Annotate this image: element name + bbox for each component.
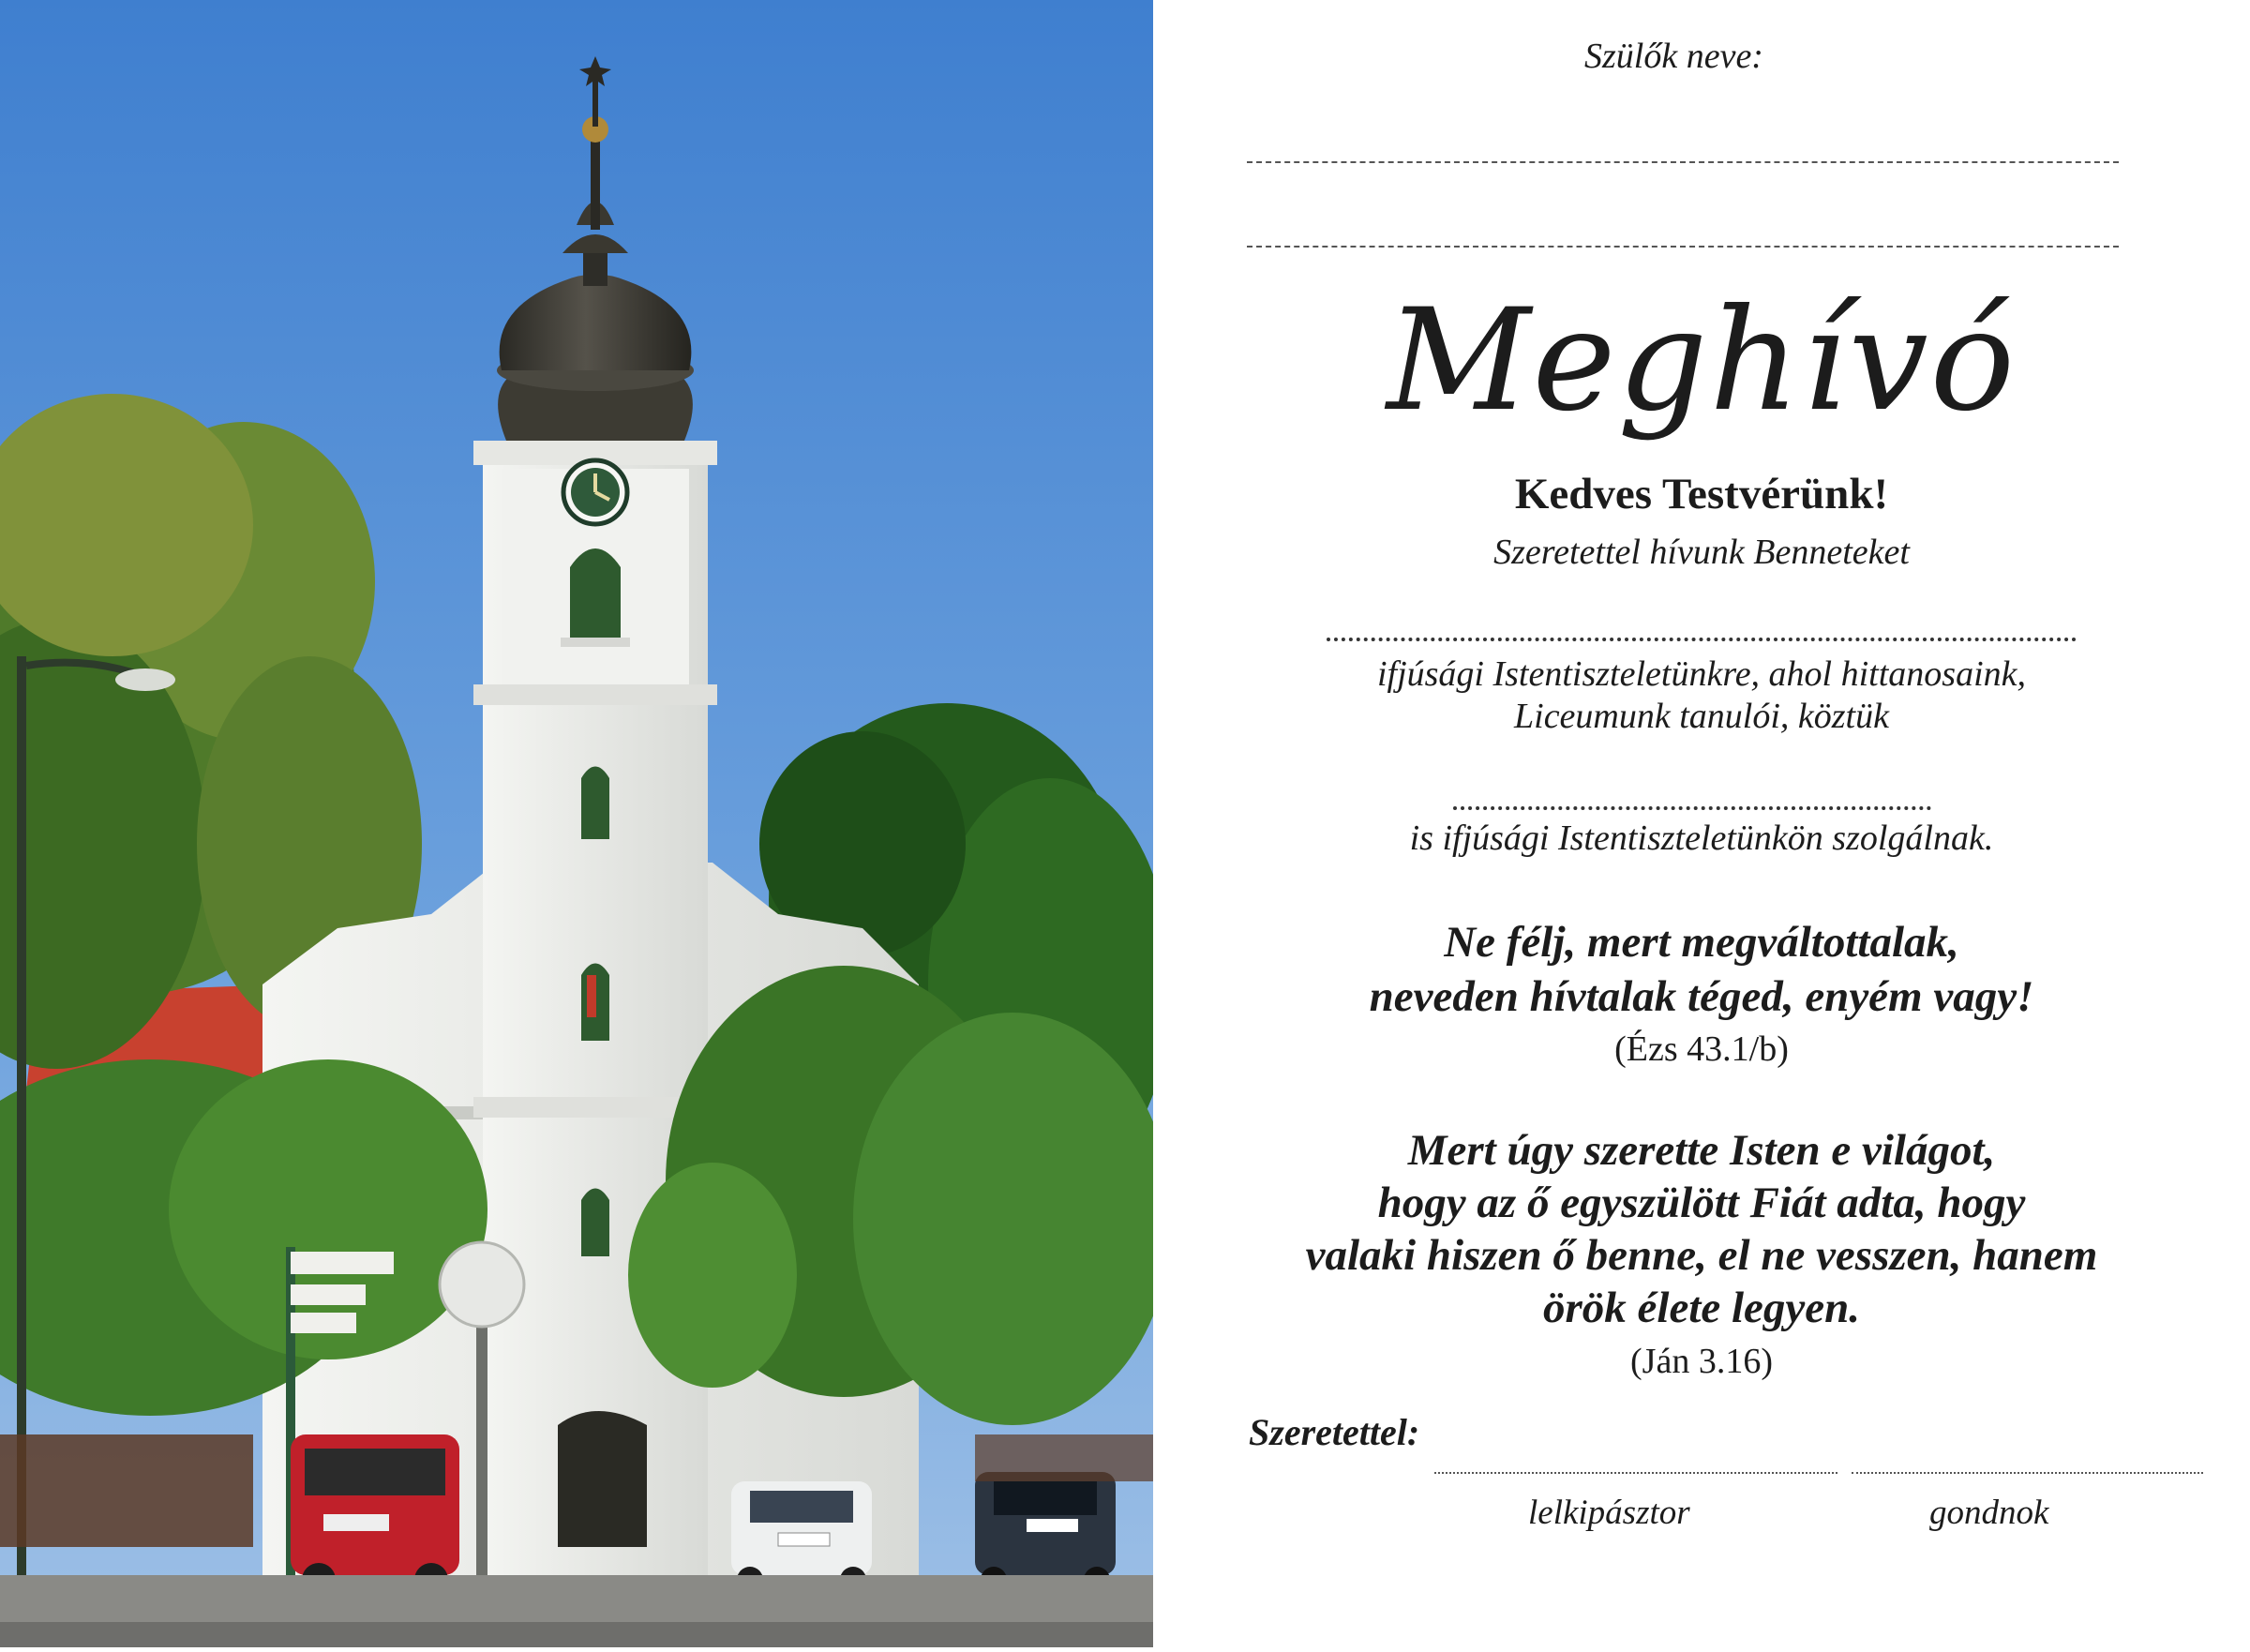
verse-2-line-2: hogy az ő egyszülött Fiát adta, hogy — [1377, 1179, 2026, 1227]
body-line-1: ifjúsági Istentiszteletünkre, ahol hittanosaink, — [1376, 654, 2027, 694]
verse-1-line-2: neveden hívtalak téged, enyém vagy! — [1369, 972, 2034, 1021]
invitation-card — [1153, 0, 2250, 1647]
greeting: Kedves Testvérünk! — [1514, 470, 1889, 518]
closing-label: Szeretettel: — [1249, 1411, 1420, 1453]
signature-line-warden[interactable] — [1852, 1472, 2203, 1474]
fill-in-line-1[interactable] — [1327, 638, 2077, 641]
parents-name-line-1[interactable] — [1247, 161, 2119, 163]
signature-label-warden: gondnok — [1929, 1494, 2049, 1532]
parents-name-label: Szülők neve: — [1584, 37, 1763, 76]
verse-1-line-1: Ne félj, mert megváltottalak, — [1444, 918, 1959, 967]
verse-2-line-3: valaki hiszen ő benne, el ne vesszen, hanem — [1305, 1231, 2098, 1280]
verse-2-line-4: örök élete legyen. — [1542, 1284, 1861, 1332]
church-tower — [473, 441, 717, 1575]
verse-1-reference: (Ézs 43.1/b) — [1614, 1029, 1789, 1069]
invite-line: Szeretettel hívunk Benneteket — [1493, 533, 1910, 572]
tower-window-upper — [570, 548, 621, 638]
dark-car — [975, 1472, 1116, 1593]
signature-line-pastor[interactable] — [1434, 1472, 1838, 1474]
church-door — [558, 1411, 647, 1547]
fence — [0, 1434, 253, 1547]
signature-label-pastor: lelkipásztor — [1528, 1494, 1690, 1532]
verse-2-reference: (Ján 3.16) — [1630, 1342, 1773, 1381]
body-line-2: Liceumunk tanulói, köztük — [1514, 697, 1889, 736]
road-sign — [440, 1242, 524, 1327]
parents-name-line-2[interactable] — [1247, 246, 2119, 248]
invitation-title: Meghívó — [1386, 279, 2017, 443]
fill-in-line-2[interactable] — [1453, 806, 1931, 810]
body-line-3: is ifjúsági Istentiszteletünkön szolgálnak. — [1409, 818, 1994, 858]
red-van — [291, 1434, 459, 1597]
verse-2-line-1: Mert úgy szerette Isten e világot, — [1407, 1126, 1996, 1175]
